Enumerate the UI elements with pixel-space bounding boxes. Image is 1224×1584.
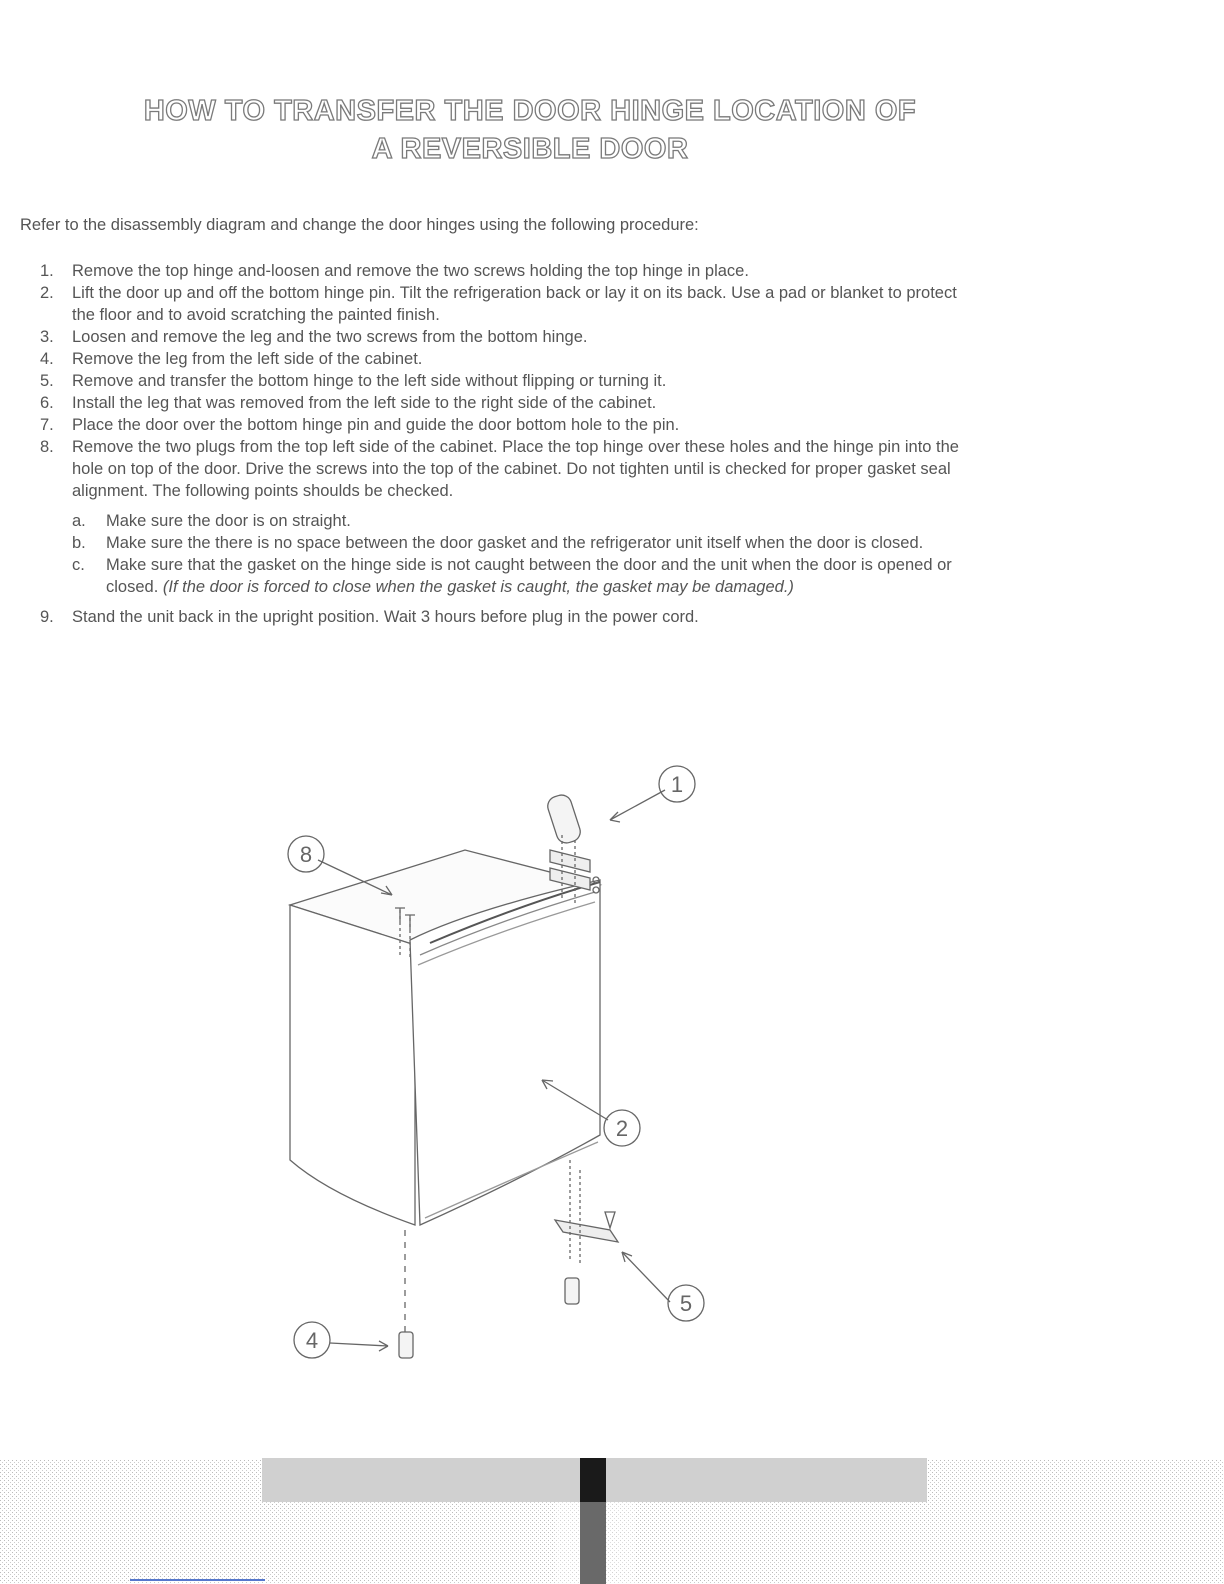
step-number: 2. — [40, 284, 54, 302]
leg-left — [399, 1332, 413, 1358]
substep-text: Make sure the there is no space between the door gasket and the refrigerator unit itself when the door is closed. — [106, 534, 924, 552]
step-number: 5. — [40, 372, 54, 390]
step-number: 3. — [40, 328, 54, 346]
step-9 — [40, 606, 980, 628]
step-text: Remove and transfer the bottom hinge to the left side without flipping or turning it. — [72, 372, 667, 390]
callout-4: 4 — [305, 1328, 319, 1353]
step-text: Place the door over the bottom hinge pin and guide the door bottom hole to the pin. — [72, 416, 680, 434]
step-text: Remove the leg from the left side of the cabinet. — [72, 350, 423, 368]
step-5 — [40, 370, 980, 392]
cabinet-side — [290, 905, 415, 1225]
substep-letter: b. — [72, 534, 86, 552]
step-number: 7. — [40, 416, 54, 434]
substep-a — [72, 510, 980, 532]
leg-right — [565, 1278, 579, 1304]
scan-artifact-footer — [0, 1440, 1224, 1584]
callout-2: 2 — [615, 1116, 629, 1141]
substep-text: Make sure that the gasket on the hinge side is not caught between the door and the unit when the door is opened or closed. — [106, 556, 952, 596]
step-text: Remove the top hinge and-loosen and remove the two screws holding the top hinge in place. — [72, 262, 749, 280]
top-hinge — [550, 850, 590, 872]
step-7 — [40, 414, 980, 436]
step-text: Remove the two plugs from the top left side of the cabinet. Place the top hinge over these holes and the hinge pin into the hole on top of the door. Drive the screws into the top of the cabinet. Do not tighten until is checked for proper gasket seal alignment. The following points shoulds be checked. — [72, 438, 959, 500]
step-number: 1. — [40, 262, 54, 280]
page-title — [60, 92, 1000, 168]
substep-note: (If the door is forced to close when the gasket is caught, the gasket may be damaged.) — [162, 578, 794, 596]
step-1 — [40, 260, 980, 282]
step-text: Loosen and remove the leg and the two screws from the bottom hinge. — [72, 328, 588, 346]
substep-letter: c. — [72, 556, 85, 574]
step-4 — [40, 348, 980, 370]
step-6 — [40, 392, 980, 414]
title-line-2: A REVERSIBLE DOOR — [371, 133, 689, 165]
hinge-cover — [545, 792, 583, 845]
step-text: Install the leg that was removed from the left side to the right side of the cabinet. — [72, 394, 657, 412]
disassembly-diagram — [0, 740, 1224, 1440]
substep-letter: a. — [72, 512, 86, 530]
step-text: Stand the unit back in the upright position. Wait 3 hours before plug in the power cord. — [72, 608, 699, 626]
procedure-steps — [40, 260, 980, 628]
step-8 — [40, 436, 980, 598]
substeps — [72, 510, 980, 598]
substep-c — [72, 554, 980, 598]
title-line-1: HOW TO TRANSFER THE DOOR HINGE LOCATION OF — [143, 95, 917, 127]
callout-8: 8 — [299, 842, 313, 867]
step-3 — [40, 326, 980, 348]
step-number: 4. — [40, 350, 54, 368]
step-number: 9. — [40, 608, 54, 626]
callout-1: 1 — [670, 772, 684, 797]
step-number: 8. — [40, 438, 54, 456]
step-2 — [40, 282, 980, 326]
substep-b — [72, 532, 980, 554]
intro-text: Refer to the disassembly diagram and change the door hinges using the following procedure: — [20, 216, 699, 234]
substep-text: Make sure the door is on straight. — [106, 512, 351, 530]
step-number: 6. — [40, 394, 54, 412]
callout-5: 5 — [679, 1291, 693, 1316]
step-text: Lift the door up and off the bottom hinge pin. Tilt the refrigeration back or lay it on its back. Use a pad or blanket to protect the floor and to avoid scratching the painted finish. — [72, 284, 957, 324]
